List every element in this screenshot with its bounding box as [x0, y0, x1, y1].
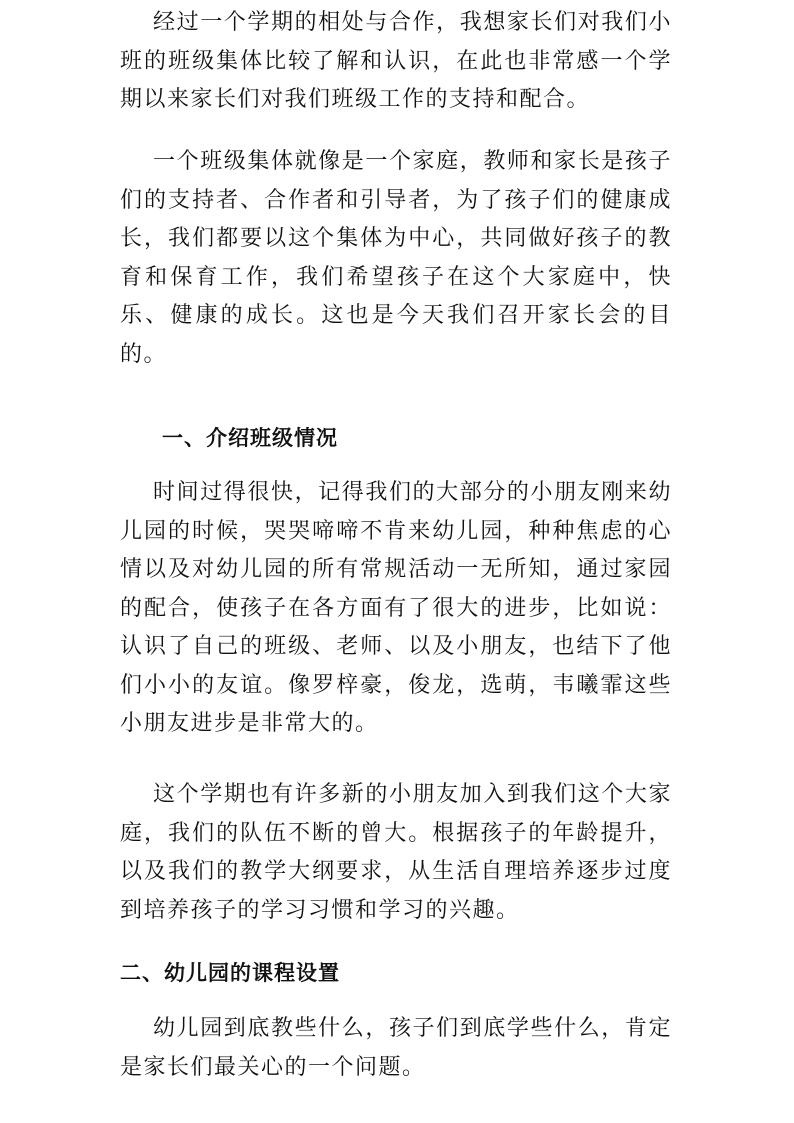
section-1-paragraph-1: 时间过得很快，记得我们的大部分的小朋友刚来幼儿园的时候，哭哭啼啼不肯来幼儿园，种种焦虑的心情以及对幼儿园的所有常规活动一无所知，通过家园的配合，使孩子在各方面有了很大的进步，比如说：认识了自己的班级、老师、以及小朋友，也结下了他们小小的友谊。像罗梓豪，俊龙，选萌，韦曦霏这些小朋友进步是非常大的。 [120, 480, 672, 736]
section-2-paragraph-1: 幼儿园到底教些什么，孩子们到底学些什么，肯定是家长们最关心的一个问题。 [120, 1016, 672, 1080]
intro-paragraph-2: 一个班级集体就像是一个家庭，教师和家长是孩子们的支持者、合作者和引导者，为了孩子们的健康成长，我们都要以这个集体为中心，共同做好孩子的教育和保育工作，我们希望孩子在这个大家庭中，快乐、健康的成长。这也是今天我们召开家长会的目的。 [120, 149, 672, 367]
section-1-paragraph-2: 这个学期也有许多新的小朋友加入到我们这个大家庭，我们的队伍不断的曾大。根据孩子的年龄提升，以及我们的教学大纲要求，从生活自理培养逐步过度到培养孩子的学习习惯和学习的兴趣。 [120, 782, 672, 923]
section-1-heading: 一、介绍班级情况 [162, 426, 338, 450]
intro-paragraph-1: 经过一个学期的相处与合作，我想家长们对我们小班的班级集体比较了解和认识，在此也非常感一个学期以来家长们对我们班级工作的支持和配合。 [120, 10, 672, 112]
section-2-heading: 二、幼儿园的课程设置 [120, 961, 340, 985]
